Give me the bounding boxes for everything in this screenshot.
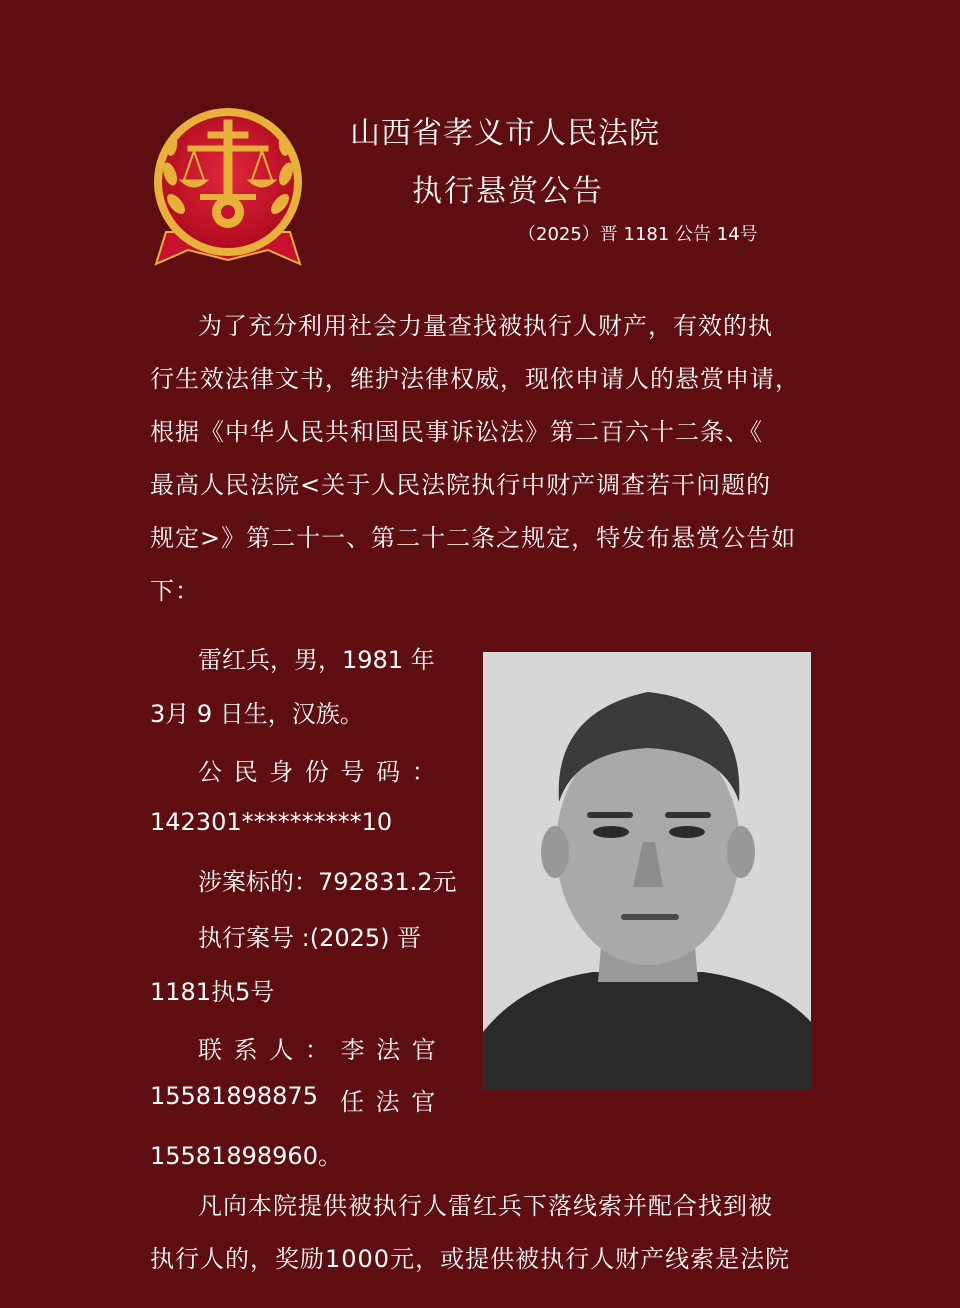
- contact-phone-2: 15581898960。: [150, 1142, 342, 1170]
- intro-line: 为了充分利用社会力量查找被执行人财产，有效的执: [198, 312, 773, 340]
- intro-line: 规定>》第二十一、第二十二条之规定，特发布悬赏公告如: [150, 524, 797, 552]
- reward-paragraph: [150, 1180, 830, 1286]
- notice-title: 执行悬赏公告: [412, 174, 604, 209]
- notice-number: （2025）晋 1181 公告 14号: [518, 224, 758, 245]
- case-number-value: 1181执5号: [150, 978, 275, 1006]
- contact-label: 联 系 人 ： 李 法 官: [198, 1036, 438, 1064]
- reward-line: 执行人的，奖励1000元，或提供被执行人财产线索是法院: [150, 1245, 791, 1273]
- person-photo: [483, 652, 811, 1090]
- court-emblem-icon: [148, 104, 308, 272]
- court-name: 山西省孝义市人民法院: [350, 116, 660, 151]
- case-amount: 涉案标的：792831.2元: [198, 868, 457, 896]
- id-label: 公 民 身 份 号 码 ：: [198, 758, 438, 786]
- contact-phone-1: 15581898875: [150, 1082, 318, 1110]
- contact-name-2: 任 法 官: [340, 1088, 438, 1116]
- intro-line: 行生效法律文书，维护法律权威，现依申请人的悬赏申请，: [150, 365, 800, 393]
- intro-line: 最高人民法院<关于人民法院执行中财产调查若干问题的: [150, 471, 772, 499]
- id-value: 142301**********10: [150, 808, 393, 836]
- case-number-label: 执行案号 :(2025) 晋: [198, 924, 422, 952]
- intro-line: 根据《中华人民共和国民事诉讼法》第二百六十二条、《: [150, 418, 763, 446]
- reward-line: 凡向本院提供被执行人雷红兵下落线索并配合找到被: [198, 1192, 773, 1220]
- intro-line: 下：: [150, 577, 200, 605]
- person-birth-line: 3月 9 日生，汉族。: [150, 700, 364, 728]
- intro-paragraph: [150, 300, 830, 618]
- person-name-line: 雷红兵，男，1981 年: [198, 646, 435, 674]
